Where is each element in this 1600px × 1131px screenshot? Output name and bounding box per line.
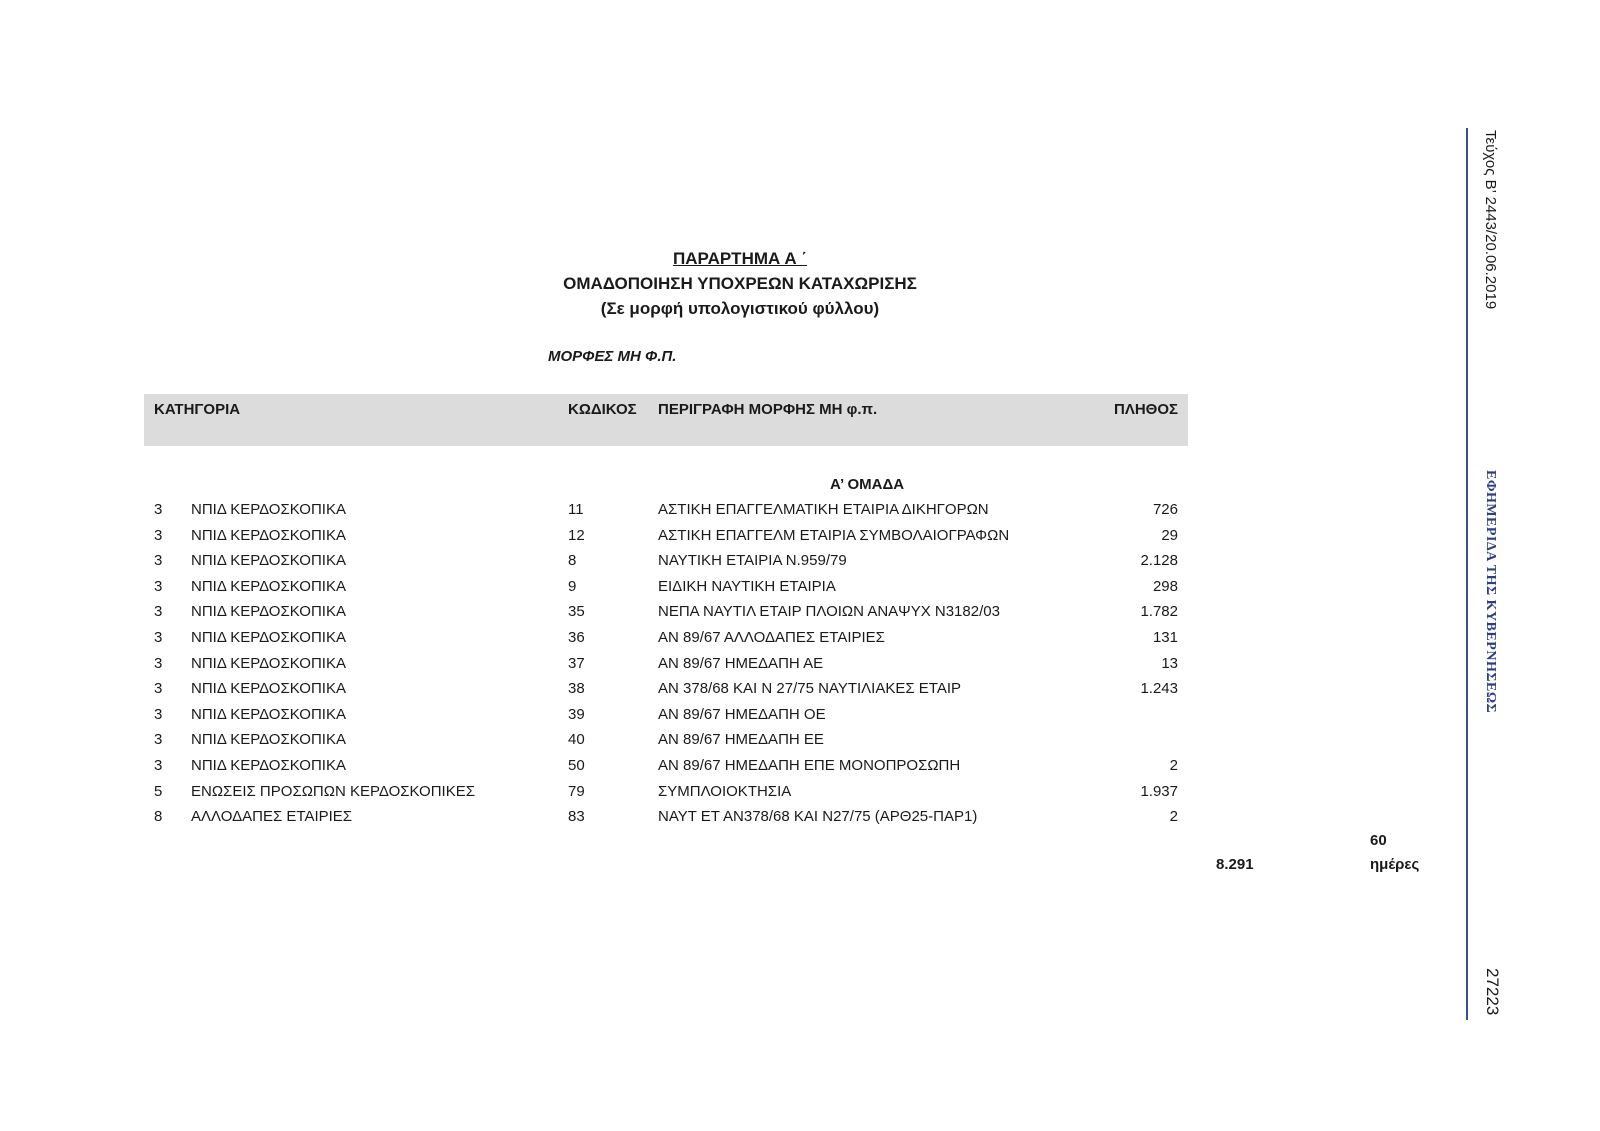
category-number: 3 (154, 603, 163, 621)
form-count: 1.243 (1140, 680, 1178, 698)
category-name: ΝΠΙΔ ΚΕΡΔΟΣΚΟΠΙΚΑ (191, 501, 346, 518)
form-description: ΑΝ 378/68 ΚΑΙ Ν 27/75 ΝΑΥΤΙΛΙΑΚΕΣ ΕΤΑΙΡ (658, 680, 962, 698)
category-number: 3 (154, 680, 163, 698)
table-row (144, 782, 1188, 808)
table-row (144, 756, 1188, 782)
header-description: ΠΕΡΙΓΡΑΦΗ ΜΟΡΦΗΣ ΜΗ φ.π. (658, 401, 878, 418)
form-count: 29 (1161, 526, 1178, 544)
form-code: 35 (568, 603, 585, 621)
issue-reference: Τεύχος Β’ 2443/20.06.2019 (1482, 130, 1499, 310)
category-name: ΝΠΙΔ ΚΕΡΔΟΣΚΟΠΙΚΑ (191, 756, 346, 774)
form-code: 37 (568, 654, 585, 672)
form-count: 131 (1152, 628, 1178, 646)
category-number: 3 (154, 501, 163, 518)
category-name: ΝΠΙΔ ΚΕΡΔΟΣΚΟΠΙΚΑ (191, 552, 346, 570)
form-description: ΑΝ 89/67 ΗΜΕΔΑΠΗ ΑΕ (658, 654, 824, 672)
form-count: 13 (1161, 654, 1178, 672)
category-name: ΝΠΙΔ ΚΕΡΔΟΣΚΟΠΙΚΑ (191, 731, 346, 749)
category-number: 3 (154, 628, 163, 646)
table-row (144, 628, 1188, 654)
header-category: ΚΑΤΗΓΟΡΙΑ (154, 401, 241, 418)
margin-rule (1466, 128, 1468, 1020)
document-subtitle: ΟΜΑΔΟΠΟΙΗΣΗ ΥΠΟΧΡΕΩΝ ΚΑΤΑΧΩΡΙΣΗΣ (563, 274, 917, 293)
form-code: 79 (568, 782, 585, 800)
form-count: 726 (1152, 501, 1178, 518)
table-body (144, 500, 1188, 833)
table-row (144, 679, 1188, 705)
category-number: 3 (154, 756, 163, 774)
annex-title: ΠΑΡΑΡΤΗΜΑ Α ΄ (672, 249, 808, 268)
form-count: 1.937 (1140, 782, 1178, 800)
table-row (144, 526, 1188, 552)
category-number: 5 (154, 782, 163, 800)
category-number: 3 (154, 526, 163, 544)
form-code: 8 (568, 552, 577, 570)
form-description: ΝΕΠΑ ΝΑΥΤΙΛ ΕΤΑΙΡ ΠΛΟΙΩΝ ΑΝΑΨΥΧ Ν3182/03 (658, 603, 1000, 621)
category-number: 3 (154, 654, 163, 672)
category-name: ΕΝΩΣΕΙΣ ΠΡΟΣΩΠΩΝ ΚΕΡΔΟΣΚΟΠΙΚΕΣ (191, 782, 476, 800)
category-number: 3 (154, 552, 163, 570)
form-description: ΑΝ 89/67 ΗΜΕΔΑΠΗ ΕΠΕ ΜΟΝΟΠΡΟΣΩΠΗ (658, 756, 961, 774)
total-count: 8.291 (1216, 856, 1254, 873)
form-count: 298 (1152, 577, 1178, 595)
form-code: 9 (568, 577, 577, 595)
table-row (144, 730, 1188, 756)
form-code: 50 (568, 756, 585, 774)
header-code: ΚΩΔΙΚΟΣ (568, 401, 637, 418)
group-label: Α’ ΟΜΑΔΑ (830, 476, 905, 493)
category-name: ΑΛΛΟΔΑΠΕΣ ΕΤΑΙΡΙΕΣ (191, 808, 353, 826)
form-description: ΝΑΥΤΙΚΗ ΕΤΑΙΡΙΑ Ν.959/79 (658, 552, 847, 570)
category-name: ΝΠΙΔ ΚΕΡΔΟΣΚΟΠΙΚΑ (191, 603, 346, 621)
form-code: 40 (568, 731, 585, 749)
header-count: ΠΛΗΘΟΣ (1113, 401, 1178, 418)
form-code: 11 (568, 501, 584, 518)
page-number: 27223 (1483, 968, 1502, 1016)
form-code: 12 (568, 526, 585, 544)
category-name: ΝΠΙΔ ΚΕΡΔΟΣΚΟΠΙΚΑ (191, 680, 346, 698)
title-block (440, 246, 1040, 321)
form-description: ΑΣΤΙΚΗ ΕΠΑΓΓΕΛΜΑΤΙΚΗ ΕΤΑΙΡΙΑ ΔΙΚΗΓΟΡΩΝ (658, 501, 989, 518)
category-number: 8 (154, 808, 163, 826)
gazette-name: ΕΦΗΜΕΡΙΔΑ ΤΗΣ ΚΥΒΕΡΝΗΣΕΩΣ (1483, 470, 1498, 714)
form-description: ΕΙΔΙΚΗ ΝΑΥΤΙΚΗ ΕΤΑΙΡΙΑ (658, 577, 836, 595)
category-name: ΝΠΙΔ ΚΕΡΔΟΣΚΟΠΙΚΑ (191, 577, 346, 595)
form-description: ΑΝ 89/67 ΑΛΛΟΔΑΠΕΣ ΕΤΑΙΡΙΕΣ (658, 628, 885, 646)
table-header (144, 394, 1188, 446)
table-row (144, 602, 1188, 628)
format-note: (Σε μορφή υπολογιστικού φύλλου) (600, 299, 880, 318)
deadline-days-value: 60 (1370, 832, 1387, 849)
form-count: 2 (1169, 808, 1178, 826)
form-description: ΑΝ 89/67 ΗΜΕΔΑΠΗ ΕΕ (658, 731, 824, 749)
table-row (144, 551, 1188, 577)
category-number: 3 (154, 731, 163, 749)
form-count: 2 (1169, 756, 1178, 774)
category-name: ΝΠΙΔ ΚΕΡΔΟΣΚΟΠΙΚΑ (191, 654, 346, 672)
form-description: ΣΥΜΠΛΟΙΟΚΤΗΣΙΑ (658, 782, 792, 800)
form-count: 1.782 (1140, 603, 1178, 621)
form-description: ΑΣΤΙΚΗ ΕΠΑΓΓΕΛΜ ΕΤΑΙΡΙΑ ΣΥΜΒΟΛΑΙΟΓΡΑΦΩΝ (658, 526, 1010, 544)
category-name: ΝΠΙΔ ΚΕΡΔΟΣΚΟΠΙΚΑ (191, 628, 346, 646)
form-description: ΝΑΥΤ ΕΤ ΑΝ378/68 ΚΑΙ Ν27/75 (ΑΡΘ25-ΠΑΡ1) (658, 808, 978, 826)
category-number: 3 (154, 577, 163, 595)
category-number: 3 (154, 705, 163, 723)
table-row (144, 500, 1188, 526)
form-description: ΑΝ 89/67 ΗΜΕΔΑΠΗ ΟΕ (658, 705, 826, 723)
table-row (144, 577, 1188, 603)
table-row (144, 807, 1188, 833)
table-row (144, 654, 1188, 680)
deadline-days-unit: ημέρες (1370, 856, 1420, 873)
form-code: 38 (568, 680, 585, 698)
form-count: 2.128 (1140, 552, 1178, 570)
category-name: ΝΠΙΔ ΚΕΡΔΟΣΚΟΠΙΚΑ (191, 526, 346, 544)
form-code: 83 (568, 808, 585, 826)
section-label: ΜΟΡΦΕΣ ΜΗ Φ.Π. (548, 348, 677, 365)
category-name: ΝΠΙΔ ΚΕΡΔΟΣΚΟΠΙΚΑ (191, 705, 346, 723)
form-code: 39 (568, 705, 585, 723)
table-row (144, 705, 1188, 731)
form-code: 36 (568, 628, 585, 646)
